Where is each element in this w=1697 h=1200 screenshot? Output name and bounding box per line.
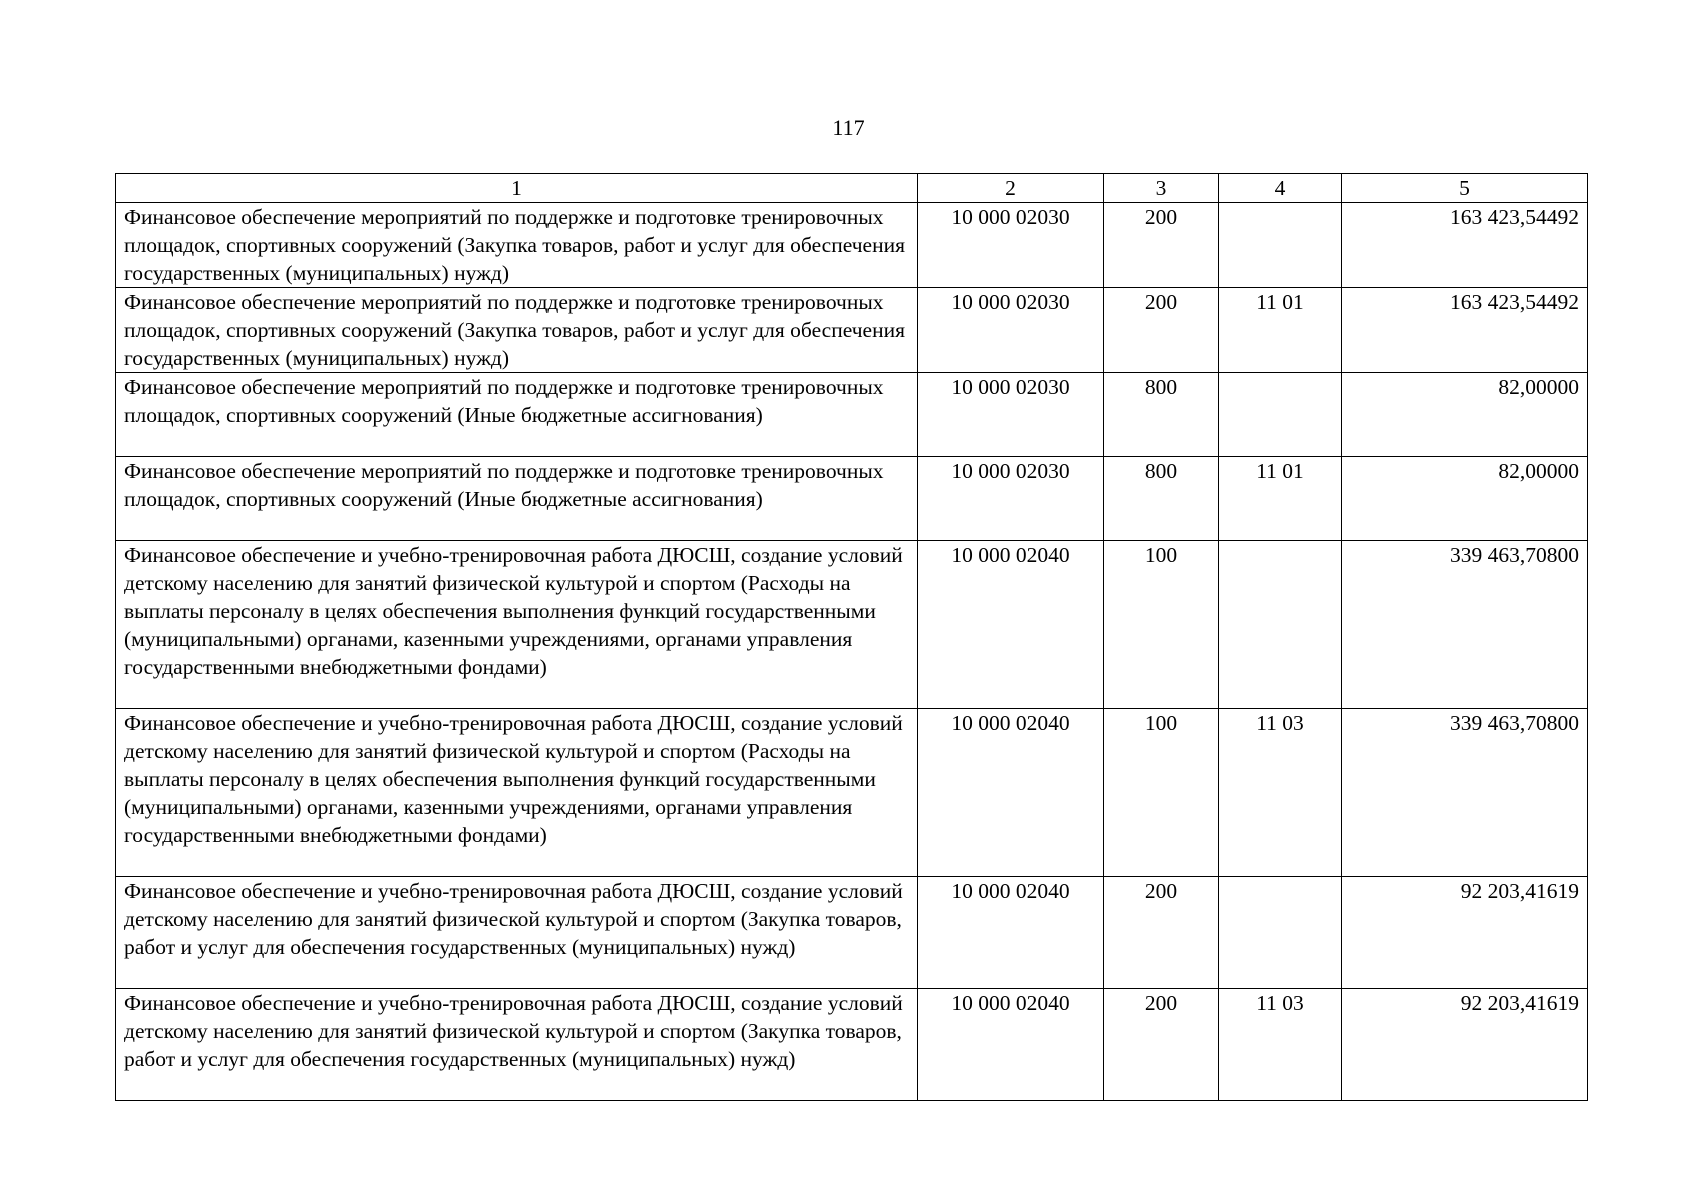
row-description: Финансовое обеспечение мероприятий по поддержке и подготовке тренировочных площадок, спортивных сооружений (Иные бюджетные ассигнования) (116, 457, 918, 541)
row-section: 11 03 (1219, 709, 1342, 877)
row-description: Финансовое обеспечение и учебно-тренировочная работа ДЮСШ, создание условий детскому населению для занятий физической культурой и спортом (Расходы на выплаты персоналу в целях обеспечения выполнения функций государственными (муниципальными) органами, казенными учреждениями, органами управления государственными внебюджетными фондами) (116, 709, 918, 877)
row-amount: 82,00000 (1342, 457, 1588, 541)
row-section: 11 01 (1219, 288, 1342, 373)
budget-table (115, 173, 1588, 1101)
row-description: Финансовое обеспечение и учебно-тренировочная работа ДЮСШ, создание условий детскому населению для занятий физической культурой и спортом (Закупка товаров, работ и услуг для обеспечения государственных (муниципальных) нужд) (116, 877, 918, 989)
row-amount: 92 203,41619 (1342, 877, 1588, 989)
table-row (116, 373, 1588, 457)
row-target-article: 10 000 02040 (918, 877, 1104, 989)
row-amount: 163 423,54492 (1342, 203, 1588, 288)
row-section: 11 01 (1219, 457, 1342, 541)
row-target-article: 10 000 02030 (918, 457, 1104, 541)
row-amount: 92 203,41619 (1342, 989, 1588, 1101)
row-amount: 339 463,70800 (1342, 709, 1588, 877)
header-col-3: 3 (1104, 174, 1219, 203)
row-target-article: 10 000 02030 (918, 288, 1104, 373)
row-target-article: 10 000 02040 (918, 989, 1104, 1101)
table-row (116, 457, 1588, 541)
row-expense-type: 200 (1104, 288, 1219, 373)
row-section (1219, 203, 1342, 288)
table-row (116, 877, 1588, 989)
table-row (116, 203, 1588, 288)
row-amount: 339 463,70800 (1342, 541, 1588, 709)
page-number: 117 (832, 115, 865, 140)
row-expense-type: 200 (1104, 877, 1219, 989)
row-description: Финансовое обеспечение и учебно-тренировочная работа ДЮСШ, создание условий детскому населению для занятий физической культурой и спортом (Расходы на выплаты персоналу в целях обеспечения выполнения функций государственными (муниципальными) органами, казенными учреждениями, органами управления государственными внебюджетными фондами) (116, 541, 918, 709)
row-section (1219, 373, 1342, 457)
row-target-article: 10 000 02030 (918, 373, 1104, 457)
header-col-1: 1 (116, 174, 918, 203)
row-description: Финансовое обеспечение мероприятий по поддержке и подготовке тренировочных площадок, спортивных сооружений (Иные бюджетные ассигнования) (116, 373, 918, 457)
row-target-article: 10 000 02030 (918, 203, 1104, 288)
row-target-article: 10 000 02040 (918, 541, 1104, 709)
row-section (1219, 877, 1342, 989)
row-expense-type: 800 (1104, 373, 1219, 457)
row-amount: 82,00000 (1342, 373, 1588, 457)
row-section: 11 03 (1219, 989, 1342, 1101)
row-section (1219, 541, 1342, 709)
row-expense-type: 800 (1104, 457, 1219, 541)
row-expense-type: 100 (1104, 709, 1219, 877)
row-amount: 163 423,54492 (1342, 288, 1588, 373)
row-description: Финансовое обеспечение мероприятий по поддержке и подготовке тренировочных площадок, спортивных сооружений (Закупка товаров, работ и услуг для обеспечения государственных (муниципальных) нужд) (116, 203, 918, 288)
table-row (116, 288, 1588, 373)
row-target-article: 10 000 02040 (918, 709, 1104, 877)
header-col-4: 4 (1219, 174, 1342, 203)
table-row (116, 541, 1588, 709)
header-col-5: 5 (1342, 174, 1588, 203)
header-col-2: 2 (918, 174, 1104, 203)
row-expense-type: 200 (1104, 203, 1219, 288)
table-row (116, 709, 1588, 877)
row-expense-type: 200 (1104, 989, 1219, 1101)
row-expense-type: 100 (1104, 541, 1219, 709)
table-row (116, 989, 1588, 1101)
row-description: Финансовое обеспечение и учебно-тренировочная работа ДЮСШ, создание условий детскому населению для занятий физической культурой и спортом (Закупка товаров, работ и услуг для обеспечения государственных (муниципальных) нужд) (116, 989, 918, 1101)
row-description: Финансовое обеспечение мероприятий по поддержке и подготовке тренировочных площадок, спортивных сооружений (Закупка товаров, работ и услуг для обеспечения государственных (муниципальных) нужд) (116, 288, 918, 373)
table-header-row (116, 174, 1588, 203)
